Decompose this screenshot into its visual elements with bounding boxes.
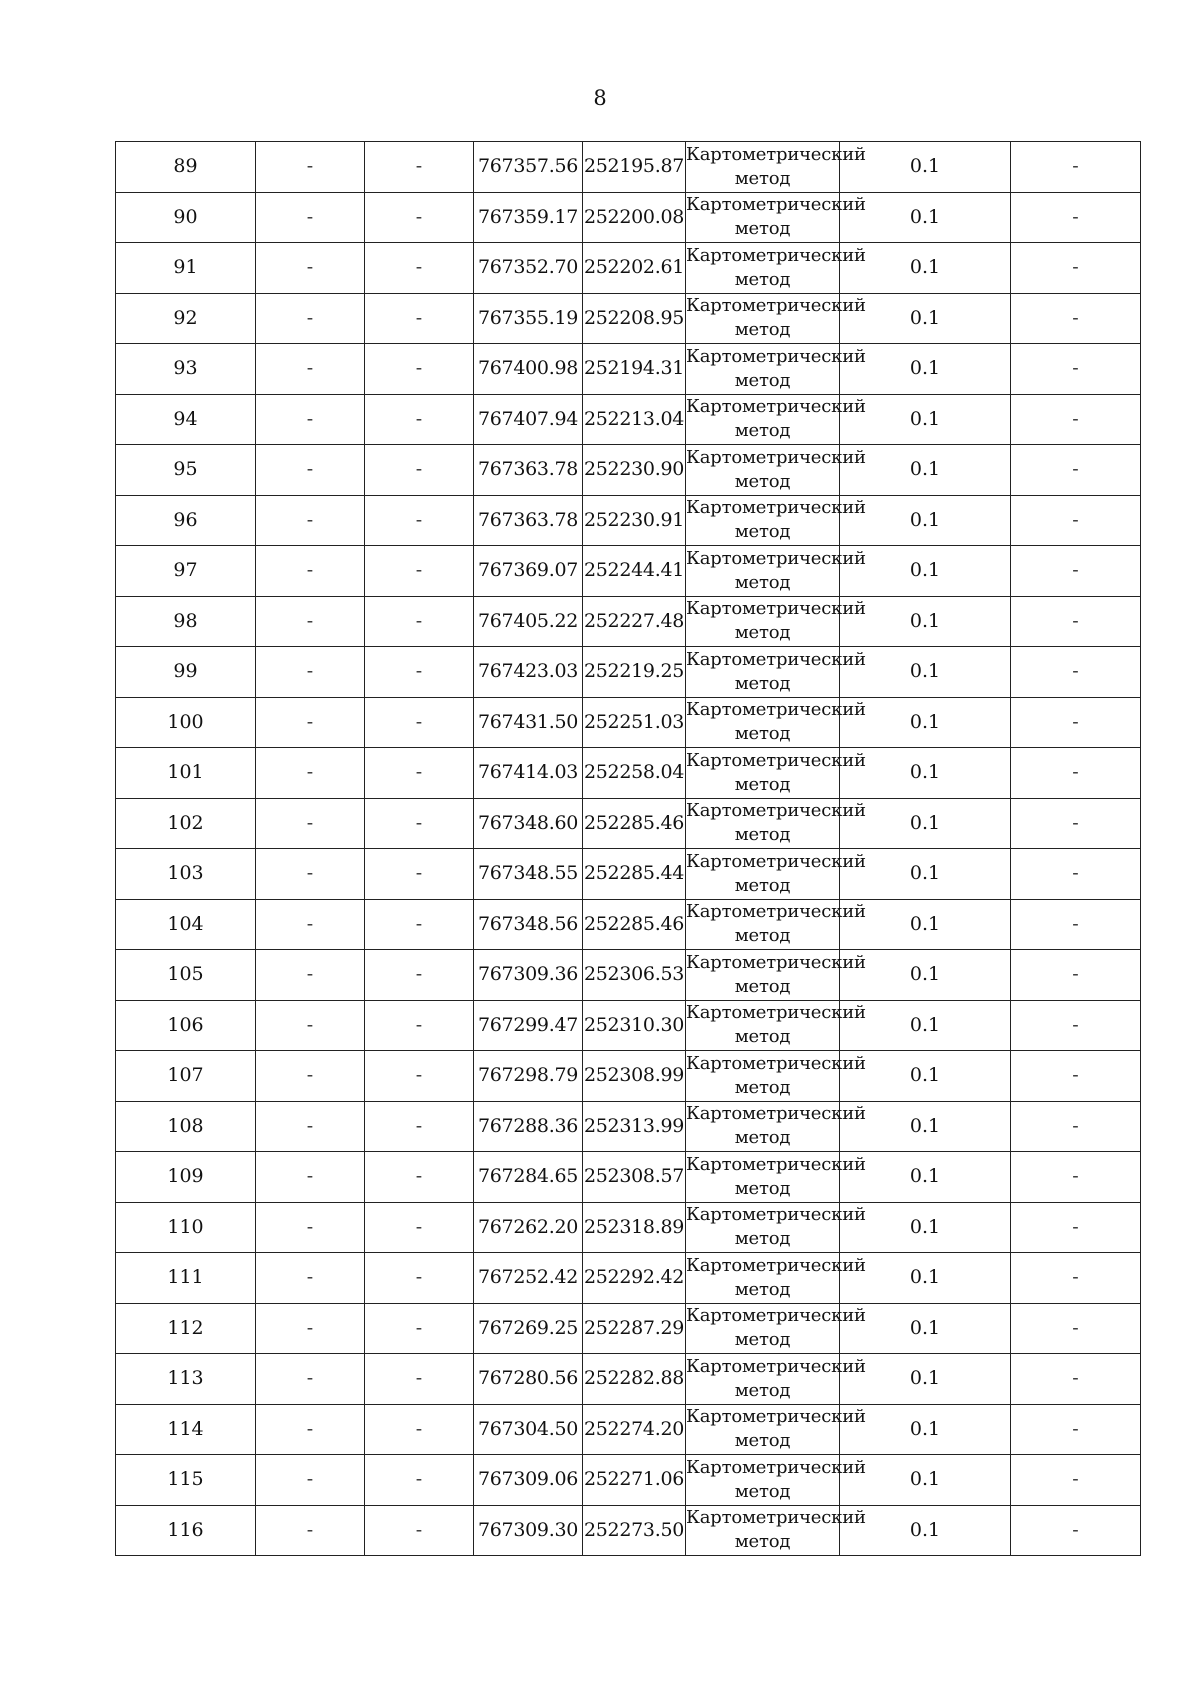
table-row (116, 142, 1141, 193)
x-coordinate-cell: 767359.17 (474, 192, 583, 243)
empty-dash-cell: - (365, 697, 474, 748)
empty-dash-cell: - (256, 1505, 365, 1556)
empty-dash-cell: - (365, 1101, 474, 1152)
empty-dash-cell: - (256, 1354, 365, 1405)
y-coordinate-cell: 252195.87 (583, 142, 686, 193)
empty-dash-cell: - (1011, 1152, 1141, 1203)
table-row (116, 1303, 1141, 1354)
empty-dash-cell: - (1011, 1404, 1141, 1455)
point-number-cell: 99 (116, 647, 256, 698)
method-cell: Картометрический метод (686, 1354, 840, 1405)
x-coordinate-cell: 767369.07 (474, 546, 583, 597)
y-coordinate-cell: 252292.42 (583, 1253, 686, 1304)
accuracy-cell: 0.1 (840, 596, 1011, 647)
x-coordinate-cell: 767405.22 (474, 596, 583, 647)
empty-dash-cell: - (1011, 1101, 1141, 1152)
method-cell: Картометрический метод (686, 748, 840, 799)
method-cell: Картометрический метод (686, 1303, 840, 1354)
x-coordinate-cell: 767414.03 (474, 748, 583, 799)
table-row (116, 1253, 1141, 1304)
point-number-cell: 110 (116, 1202, 256, 1253)
y-coordinate-cell: 252285.46 (583, 899, 686, 950)
point-number-cell: 97 (116, 546, 256, 597)
empty-dash-cell: - (365, 293, 474, 344)
x-coordinate-cell: 767348.60 (474, 798, 583, 849)
empty-dash-cell: - (365, 243, 474, 294)
empty-dash-cell: - (1011, 192, 1141, 243)
accuracy-cell: 0.1 (840, 445, 1011, 496)
x-coordinate-cell: 767348.55 (474, 849, 583, 900)
point-number-cell: 94 (116, 394, 256, 445)
empty-dash-cell: - (365, 1253, 474, 1304)
x-coordinate-cell: 767262.20 (474, 1202, 583, 1253)
accuracy-cell: 0.1 (840, 1404, 1011, 1455)
point-number-cell: 109 (116, 1152, 256, 1203)
y-coordinate-cell: 252194.31 (583, 344, 686, 395)
accuracy-cell: 0.1 (840, 1505, 1011, 1556)
empty-dash-cell: - (365, 1202, 474, 1253)
method-cell: Картометрический метод (686, 243, 840, 294)
method-cell: Картометрический метод (686, 647, 840, 698)
point-number-cell: 106 (116, 1000, 256, 1051)
x-coordinate-cell: 767363.78 (474, 445, 583, 496)
empty-dash-cell: - (1011, 293, 1141, 344)
point-number-cell: 111 (116, 1253, 256, 1304)
method-cell: Картометрический метод (686, 1202, 840, 1253)
y-coordinate-cell: 252202.61 (583, 243, 686, 294)
point-number-cell: 96 (116, 495, 256, 546)
point-number-cell: 116 (116, 1505, 256, 1556)
table-row (116, 899, 1141, 950)
table-row (116, 1101, 1141, 1152)
table-row (116, 950, 1141, 1001)
point-number-cell: 115 (116, 1455, 256, 1506)
table-row (116, 394, 1141, 445)
empty-dash-cell: - (365, 950, 474, 1001)
method-cell: Картометрический метод (686, 596, 840, 647)
accuracy-cell: 0.1 (840, 142, 1011, 193)
y-coordinate-cell: 252313.99 (583, 1101, 686, 1152)
x-coordinate-cell: 767284.65 (474, 1152, 583, 1203)
empty-dash-cell: - (365, 1404, 474, 1455)
point-number-cell: 102 (116, 798, 256, 849)
empty-dash-cell: - (1011, 1000, 1141, 1051)
accuracy-cell: 0.1 (840, 697, 1011, 748)
x-coordinate-cell: 767431.50 (474, 697, 583, 748)
accuracy-cell: 0.1 (840, 1101, 1011, 1152)
method-cell: Картометрический метод (686, 293, 840, 344)
accuracy-cell: 0.1 (840, 1051, 1011, 1102)
empty-dash-cell: - (256, 1202, 365, 1253)
table-row (116, 243, 1141, 294)
method-cell: Картометрический метод (686, 1101, 840, 1152)
x-coordinate-cell: 767309.30 (474, 1505, 583, 1556)
table-row (116, 596, 1141, 647)
empty-dash-cell: - (256, 1101, 365, 1152)
empty-dash-cell: - (365, 1455, 474, 1506)
x-coordinate-cell: 767407.94 (474, 394, 583, 445)
accuracy-cell: 0.1 (840, 546, 1011, 597)
y-coordinate-cell: 252306.53 (583, 950, 686, 1001)
empty-dash-cell: - (365, 798, 474, 849)
method-cell: Картометрический метод (686, 344, 840, 395)
y-coordinate-cell: 252285.46 (583, 798, 686, 849)
page-number: 8 (593, 86, 607, 110)
empty-dash-cell: - (256, 647, 365, 698)
point-number-cell: 107 (116, 1051, 256, 1102)
empty-dash-cell: - (256, 293, 365, 344)
empty-dash-cell: - (365, 344, 474, 395)
point-number-cell: 100 (116, 697, 256, 748)
point-number-cell: 105 (116, 950, 256, 1001)
x-coordinate-cell: 767298.79 (474, 1051, 583, 1102)
accuracy-cell: 0.1 (840, 849, 1011, 900)
empty-dash-cell: - (1011, 1202, 1141, 1253)
x-coordinate-cell: 767423.03 (474, 647, 583, 698)
method-cell: Картометрический метод (686, 1152, 840, 1203)
empty-dash-cell: - (1011, 344, 1141, 395)
x-coordinate-cell: 767280.56 (474, 1354, 583, 1405)
method-cell: Картометрический метод (686, 142, 840, 193)
table-row (116, 1051, 1141, 1102)
empty-dash-cell: - (365, 142, 474, 193)
method-cell: Картометрический метод (686, 849, 840, 900)
accuracy-cell: 0.1 (840, 192, 1011, 243)
empty-dash-cell: - (1011, 1354, 1141, 1405)
accuracy-cell: 0.1 (840, 1152, 1011, 1203)
empty-dash-cell: - (365, 1152, 474, 1203)
y-coordinate-cell: 252200.08 (583, 192, 686, 243)
method-cell: Картометрический метод (686, 1051, 840, 1102)
empty-dash-cell: - (256, 899, 365, 950)
empty-dash-cell: - (256, 697, 365, 748)
empty-dash-cell: - (365, 495, 474, 546)
empty-dash-cell: - (1011, 243, 1141, 294)
empty-dash-cell: - (256, 1303, 365, 1354)
empty-dash-cell: - (365, 849, 474, 900)
table-row (116, 1404, 1141, 1455)
coordinates-table (115, 141, 1141, 1556)
table-row (116, 1354, 1141, 1405)
accuracy-cell: 0.1 (840, 1000, 1011, 1051)
method-cell: Картометрический метод (686, 394, 840, 445)
empty-dash-cell: - (1011, 899, 1141, 950)
method-cell: Картометрический метод (686, 1505, 840, 1556)
empty-dash-cell: - (256, 1051, 365, 1102)
x-coordinate-cell: 767309.06 (474, 1455, 583, 1506)
point-number-cell: 92 (116, 293, 256, 344)
point-number-cell: 93 (116, 344, 256, 395)
table-row (116, 1202, 1141, 1253)
y-coordinate-cell: 252227.48 (583, 596, 686, 647)
point-number-cell: 90 (116, 192, 256, 243)
accuracy-cell: 0.1 (840, 1303, 1011, 1354)
y-coordinate-cell: 252208.95 (583, 293, 686, 344)
table-row (116, 192, 1141, 243)
x-coordinate-cell: 767363.78 (474, 495, 583, 546)
accuracy-cell: 0.1 (840, 293, 1011, 344)
table-row (116, 344, 1141, 395)
x-coordinate-cell: 767304.50 (474, 1404, 583, 1455)
y-coordinate-cell: 252219.25 (583, 647, 686, 698)
accuracy-cell: 0.1 (840, 647, 1011, 698)
point-number-cell: 91 (116, 243, 256, 294)
accuracy-cell: 0.1 (840, 1354, 1011, 1405)
empty-dash-cell: - (1011, 495, 1141, 546)
accuracy-cell: 0.1 (840, 1202, 1011, 1253)
empty-dash-cell: - (256, 192, 365, 243)
x-coordinate-cell: 767269.25 (474, 1303, 583, 1354)
method-cell: Картометрический метод (686, 899, 840, 950)
y-coordinate-cell: 252274.20 (583, 1404, 686, 1455)
y-coordinate-cell: 252244.41 (583, 546, 686, 597)
method-cell: Картометрический метод (686, 1455, 840, 1506)
point-number-cell: 104 (116, 899, 256, 950)
accuracy-cell: 0.1 (840, 899, 1011, 950)
empty-dash-cell: - (256, 849, 365, 900)
table-row (116, 1000, 1141, 1051)
empty-dash-cell: - (256, 546, 365, 597)
x-coordinate-cell: 767309.36 (474, 950, 583, 1001)
point-number-cell: 108 (116, 1101, 256, 1152)
y-coordinate-cell: 252308.57 (583, 1152, 686, 1203)
empty-dash-cell: - (365, 394, 474, 445)
empty-dash-cell: - (1011, 394, 1141, 445)
table-row (116, 647, 1141, 698)
empty-dash-cell: - (1011, 647, 1141, 698)
method-cell: Картометрический метод (686, 950, 840, 1001)
y-coordinate-cell: 252213.04 (583, 394, 686, 445)
method-cell: Картометрический метод (686, 1000, 840, 1051)
empty-dash-cell: - (256, 1404, 365, 1455)
y-coordinate-cell: 252282.88 (583, 1354, 686, 1405)
y-coordinate-cell: 252258.04 (583, 748, 686, 799)
point-number-cell: 103 (116, 849, 256, 900)
y-coordinate-cell: 252230.91 (583, 495, 686, 546)
x-coordinate-cell: 767357.56 (474, 142, 583, 193)
y-coordinate-cell: 252230.90 (583, 445, 686, 496)
x-coordinate-cell: 767355.19 (474, 293, 583, 344)
x-coordinate-cell: 767352.70 (474, 243, 583, 294)
method-cell: Картометрический метод (686, 445, 840, 496)
empty-dash-cell: - (1011, 748, 1141, 799)
empty-dash-cell: - (256, 1000, 365, 1051)
empty-dash-cell: - (256, 596, 365, 647)
table-row (116, 293, 1141, 344)
empty-dash-cell: - (256, 1152, 365, 1203)
empty-dash-cell: - (256, 243, 365, 294)
accuracy-cell: 0.1 (840, 1253, 1011, 1304)
method-cell: Картометрический метод (686, 697, 840, 748)
x-coordinate-cell: 767252.42 (474, 1253, 583, 1304)
empty-dash-cell: - (256, 950, 365, 1001)
accuracy-cell: 0.1 (840, 495, 1011, 546)
table-row (116, 1455, 1141, 1506)
empty-dash-cell: - (256, 1253, 365, 1304)
point-number-cell: 98 (116, 596, 256, 647)
empty-dash-cell: - (1011, 1253, 1141, 1304)
empty-dash-cell: - (1011, 1455, 1141, 1506)
y-coordinate-cell: 252318.89 (583, 1202, 686, 1253)
table-row (116, 849, 1141, 900)
x-coordinate-cell: 767348.56 (474, 899, 583, 950)
table-body (116, 142, 1141, 1556)
table-row (116, 546, 1141, 597)
accuracy-cell: 0.1 (840, 1455, 1011, 1506)
empty-dash-cell: - (365, 445, 474, 496)
empty-dash-cell: - (1011, 546, 1141, 597)
y-coordinate-cell: 252273.50 (583, 1505, 686, 1556)
method-cell: Картометрический метод (686, 1253, 840, 1304)
table-row (116, 445, 1141, 496)
empty-dash-cell: - (256, 445, 365, 496)
empty-dash-cell: - (1011, 798, 1141, 849)
empty-dash-cell: - (365, 1354, 474, 1405)
empty-dash-cell: - (365, 1051, 474, 1102)
accuracy-cell: 0.1 (840, 344, 1011, 395)
y-coordinate-cell: 252285.44 (583, 849, 686, 900)
method-cell: Картометрический метод (686, 798, 840, 849)
table-row (116, 748, 1141, 799)
table-row (116, 1505, 1141, 1556)
x-coordinate-cell: 767299.47 (474, 1000, 583, 1051)
empty-dash-cell: - (365, 192, 474, 243)
accuracy-cell: 0.1 (840, 394, 1011, 445)
x-coordinate-cell: 767288.36 (474, 1101, 583, 1152)
y-coordinate-cell: 252308.99 (583, 1051, 686, 1102)
empty-dash-cell: - (256, 344, 365, 395)
empty-dash-cell: - (365, 546, 474, 597)
method-cell: Картометрический метод (686, 1404, 840, 1455)
accuracy-cell: 0.1 (840, 798, 1011, 849)
point-number-cell: 112 (116, 1303, 256, 1354)
empty-dash-cell: - (256, 394, 365, 445)
empty-dash-cell: - (256, 495, 365, 546)
table-row (116, 1152, 1141, 1203)
x-coordinate-cell: 767400.98 (474, 344, 583, 395)
empty-dash-cell: - (365, 1303, 474, 1354)
point-number-cell: 113 (116, 1354, 256, 1405)
empty-dash-cell: - (256, 748, 365, 799)
y-coordinate-cell: 252310.30 (583, 1000, 686, 1051)
empty-dash-cell: - (365, 596, 474, 647)
accuracy-cell: 0.1 (840, 950, 1011, 1001)
point-number-cell: 101 (116, 748, 256, 799)
empty-dash-cell: - (1011, 1303, 1141, 1354)
table-row (116, 798, 1141, 849)
empty-dash-cell: - (1011, 445, 1141, 496)
empty-dash-cell: - (365, 647, 474, 698)
empty-dash-cell: - (365, 1505, 474, 1556)
empty-dash-cell: - (1011, 950, 1141, 1001)
empty-dash-cell: - (365, 748, 474, 799)
method-cell: Картометрический метод (686, 546, 840, 597)
empty-dash-cell: - (256, 798, 365, 849)
empty-dash-cell: - (1011, 142, 1141, 193)
method-cell: Картометрический метод (686, 495, 840, 546)
empty-dash-cell: - (365, 1000, 474, 1051)
method-cell: Картометрический метод (686, 192, 840, 243)
empty-dash-cell: - (1011, 849, 1141, 900)
accuracy-cell: 0.1 (840, 748, 1011, 799)
y-coordinate-cell: 252271.06 (583, 1455, 686, 1506)
empty-dash-cell: - (256, 142, 365, 193)
point-number-cell: 114 (116, 1404, 256, 1455)
y-coordinate-cell: 252251.03 (583, 697, 686, 748)
y-coordinate-cell: 252287.29 (583, 1303, 686, 1354)
empty-dash-cell: - (1011, 697, 1141, 748)
empty-dash-cell: - (256, 1455, 365, 1506)
accuracy-cell: 0.1 (840, 243, 1011, 294)
empty-dash-cell: - (1011, 1505, 1141, 1556)
empty-dash-cell: - (1011, 596, 1141, 647)
point-number-cell: 89 (116, 142, 256, 193)
table-row (116, 697, 1141, 748)
table-row (116, 495, 1141, 546)
empty-dash-cell: - (365, 899, 474, 950)
empty-dash-cell: - (1011, 1051, 1141, 1102)
point-number-cell: 95 (116, 445, 256, 496)
